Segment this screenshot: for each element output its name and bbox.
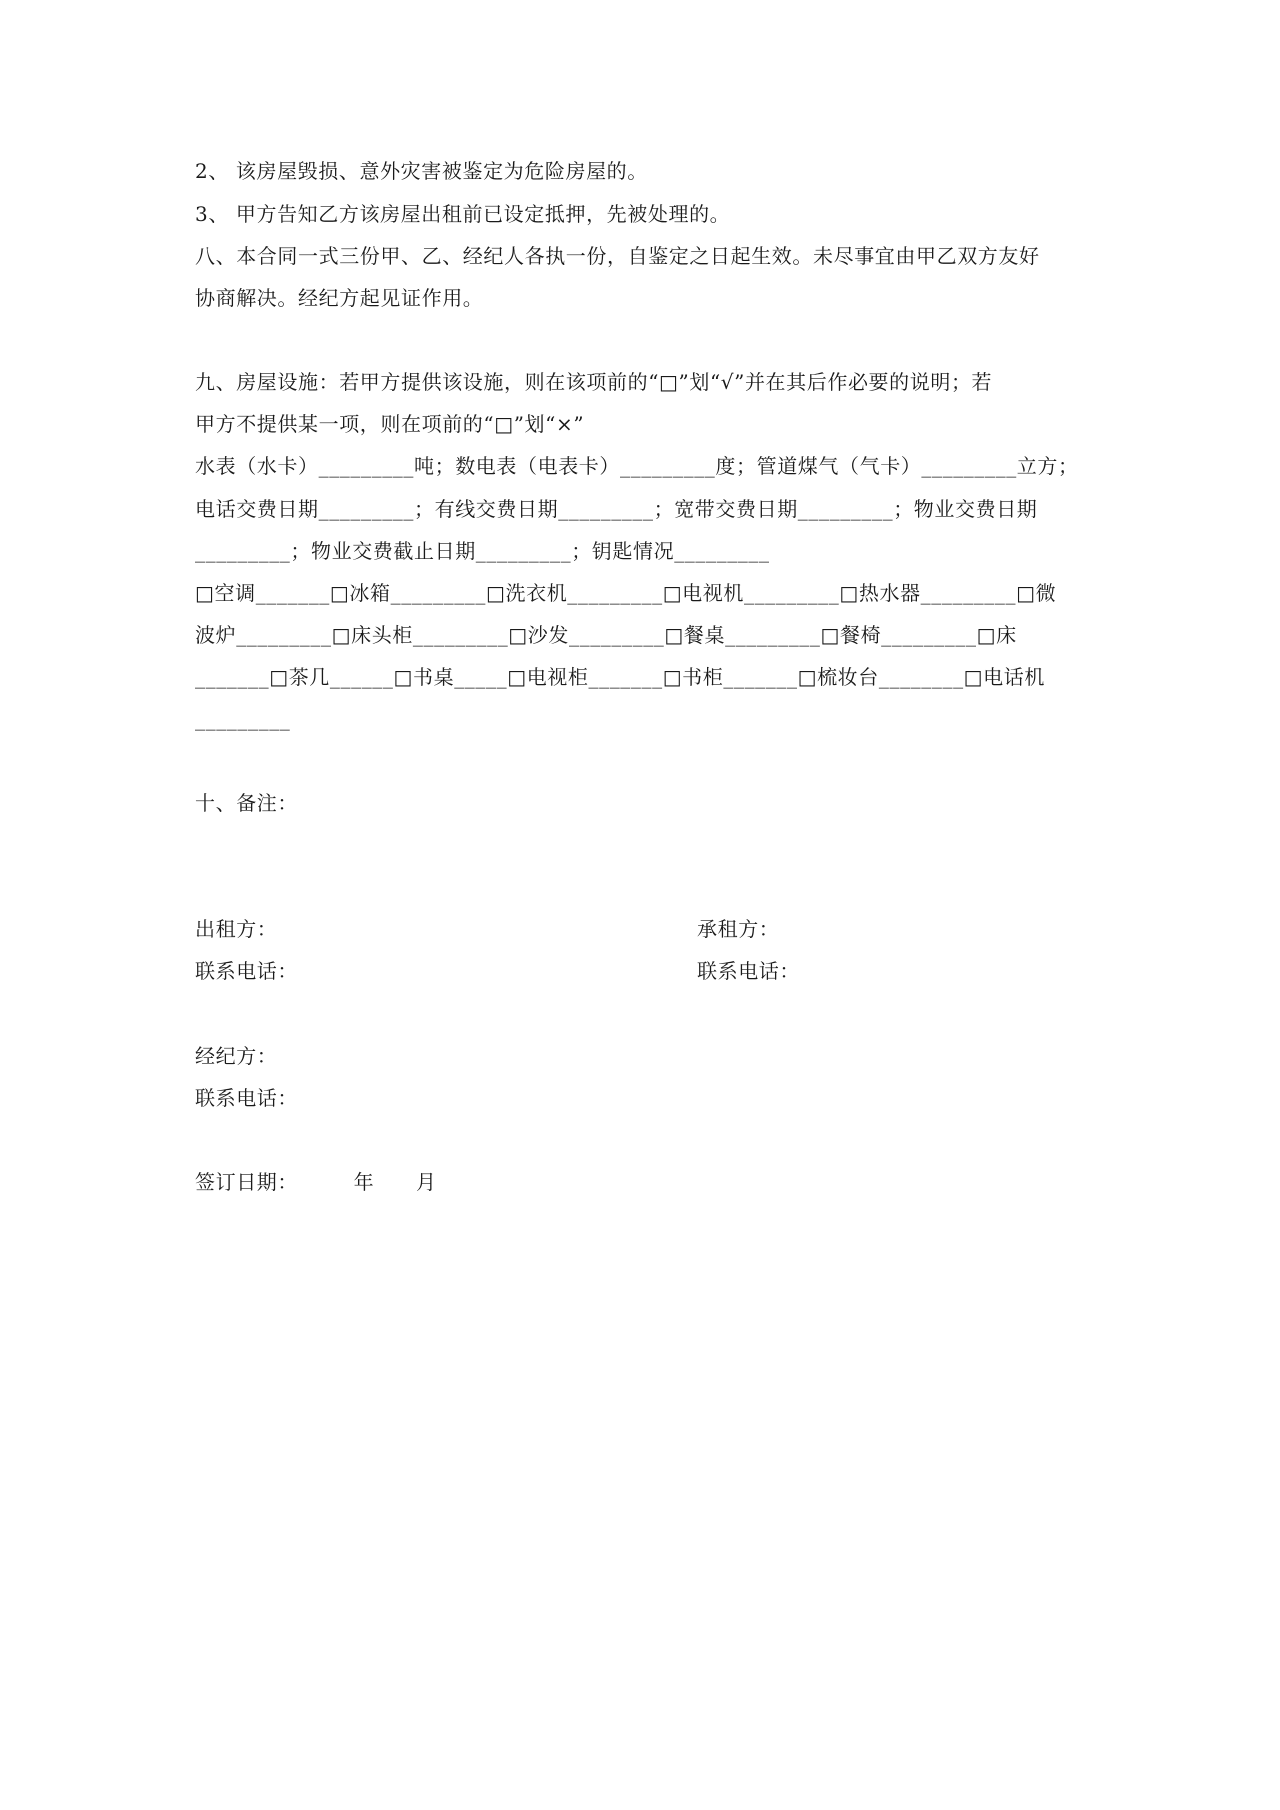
facilities-line-1: □空调_______□冰箱_________□洗衣机_________□电视机_________□热水器_________□微 <box>195 581 1057 605</box>
facilities-line-3: _______□茶几______□书桌_____□电视柜_______□书柜_______□梳妆台________□电话机 <box>195 665 1045 689</box>
section-8-line-1: 八、本合同一式三份甲、乙、经纪人各执一份，自鉴定之日起生效。未尽事宜由甲乙双方友好 <box>195 244 1040 268</box>
facilities-line-4: _________ <box>195 707 291 731</box>
lessor-phone-label: 联系电话： <box>195 959 298 983</box>
clause-2: 2、 该房屋毁损、意外灾害被鉴定为危险房屋的。 <box>195 159 648 183</box>
lessee-phone-label: 联系电话： <box>697 959 800 983</box>
facilities-line-2: 波炉_________□床头柜_________□沙发_________□餐桌_________□餐椅_________□床 <box>195 623 1017 647</box>
section-9-line-1: 九、房屋设施：若甲方提供该设施，则在该项前的“□”划“√”并在其后作必要的说明；若 <box>195 370 993 394</box>
agent-label: 经纪方： <box>195 1044 278 1068</box>
sign-date: 签订日期： 年 月 <box>195 1170 437 1194</box>
clause-3: 3、 甲方告知乙方该房屋出租前已设定抵押，先被处理的。 <box>195 202 731 226</box>
lessor-label: 出租方： <box>195 917 278 941</box>
section-10-remarks: 十、备注： <box>195 791 298 815</box>
fee-dates-line-2: _________；物业交费截止日期_________；钥匙情况_________ <box>195 539 770 563</box>
section-9-line-2: 甲方不提供某一项，则在项前的“□”划“×” <box>195 412 585 436</box>
fee-dates-line-1: 电话交费日期_________；有线交费日期_________；宽带交费日期_________；物业交费日期 <box>195 497 1038 521</box>
section-8-line-2: 协商解决。经纪方起见证作用。 <box>195 286 484 310</box>
meters-line: 水表（水卡）_________吨；数电表（电表卡）_________度；管道煤气（气卡）_________立方； <box>195 454 1079 478</box>
lessee-label: 承租方： <box>697 917 780 941</box>
agent-phone-label: 联系电话： <box>195 1086 298 1110</box>
